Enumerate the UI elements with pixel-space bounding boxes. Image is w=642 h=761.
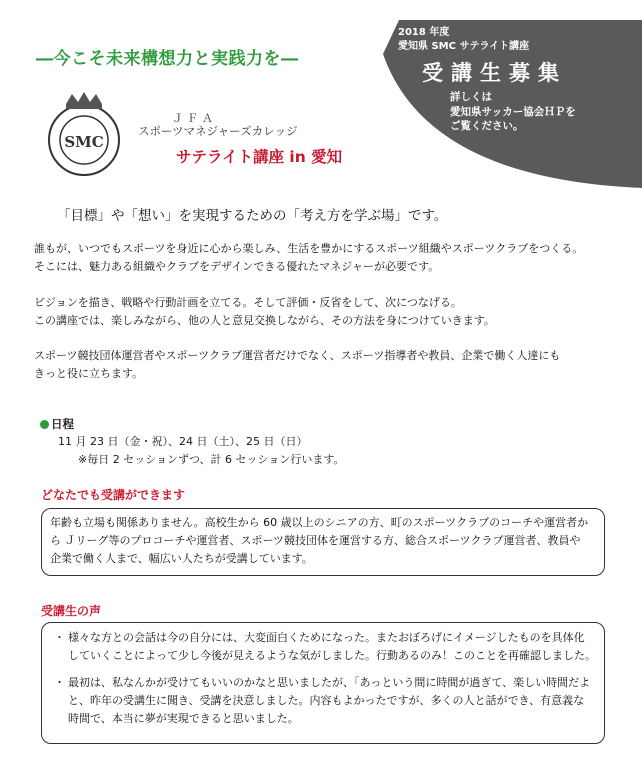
intro-p2-line-2: この講座では、楽しみながら、他の人と意見交換しながら、その方法を身につけていきます。 (34, 314, 495, 327)
banner-recruit: 受講生募集 (422, 61, 567, 85)
voice-item-2 (56, 674, 596, 728)
eligibility-line-1: 年齢も立場も関係ありません。高校生から 60 歳以上のシニアの方、町のスポーツクラブのコーチや運営者か (50, 516, 589, 529)
schedule-dates: 11 月 23 日（金・祝）、24 日（土）、25 日（日） (58, 435, 308, 448)
banner-year: 2018 年度 (398, 27, 450, 38)
intro-p1-line-1: 誰もが、いつでもスポーツを身近に心から楽しみ、生活を豊かにするスポーツ組織やスポーツクラブをつくる。 (34, 242, 584, 255)
voice-2-line-3: 時間で、本当に夢が実現できると思いました。 (68, 712, 299, 725)
bullet-dot-icon (40, 420, 49, 429)
voice-item-1 (56, 629, 596, 665)
intro-paragraph-1 (34, 240, 614, 276)
intro-p3-line-1: スポーツ競技団体運営者やスポーツクラブ運営者だけでなく、スポーツ指導者や教員、企業で働く人達にも (34, 349, 561, 362)
org-label: ＪＦＡ (172, 112, 217, 125)
banner-text (398, 26, 634, 134)
lead-text: 「目標」や「想い」を実現するための「考え方を学ぶ場」です。 (57, 208, 448, 224)
emblem-letters: SMC (64, 133, 104, 151)
jfa-smc-emblem (40, 90, 128, 178)
tagline: ―今こそ未来構想力と実践力を― (36, 49, 299, 69)
eligibility-heading: どなたでも受講ができます (41, 488, 186, 502)
intro-p1-line-2: そこには、魅力ある組織やクラブをデザインできる優れたマネジャーが必要です。 (34, 260, 440, 273)
voice-2-line-2: と、昨年の受講生に聞き、受講を決意しました。内容もよかったですが、多くの人と話ができ、有意義な (68, 694, 585, 707)
banner-detail-3: ご覧ください。 (450, 120, 524, 132)
voice-1-line-1: ・ 様々な方との会話は今の自分には、大変面白くためになった。またおぼろげにイメージしたものを具体化 (68, 631, 585, 644)
intro-paragraph-3 (34, 347, 614, 383)
eligibility-line-3: 企業で働く人まで、幅広い人たちが受講しています。 (50, 552, 313, 565)
intro-p2-line-1: ビジョンを描き、戦略や行動計画を立てる。そして評価・反省をして、次につなげる。 (34, 296, 462, 309)
voice-2-line-1: ・ 最初は、私なんかが受けてもいいのかなと思いましたが、「あっという間に時間が過ぎて、楽しい時間だよ (68, 676, 591, 689)
college-name: スポーツマネジャーズカレッジ (138, 124, 298, 138)
voices-box (41, 622, 605, 744)
banner-detail-1: 詳しくは (450, 91, 492, 103)
intro-p3-line-2: きっと役に立ちます。 (34, 367, 144, 380)
voice-1-line-2: していくことによって少し今後が見えるような気がしました。行動あるのみ！このことを再確認しました。 (68, 649, 596, 662)
voices-heading: 受講生の声 (41, 604, 102, 618)
schedule-note: ※毎日 2 セッションずつ、計 6 セッション行います。 (78, 453, 345, 466)
intro-paragraph-2 (34, 294, 614, 330)
eligibility-line-2: ら Ｊリーグ等のプロコーチや運営者、スポーツ競技団体を運営する方、総合スポーツクラブ運営者、教員や (50, 534, 581, 547)
banner-detail-2: 愛知県サッカー協会ＨＰを (450, 105, 576, 118)
schedule-heading: 日程 (40, 416, 74, 432)
course-title: サテライト講座 in 愛知 (176, 148, 343, 166)
banner-course: 愛知県 SMC サテライト講座 (398, 41, 530, 52)
eligibility-box (41, 508, 605, 576)
